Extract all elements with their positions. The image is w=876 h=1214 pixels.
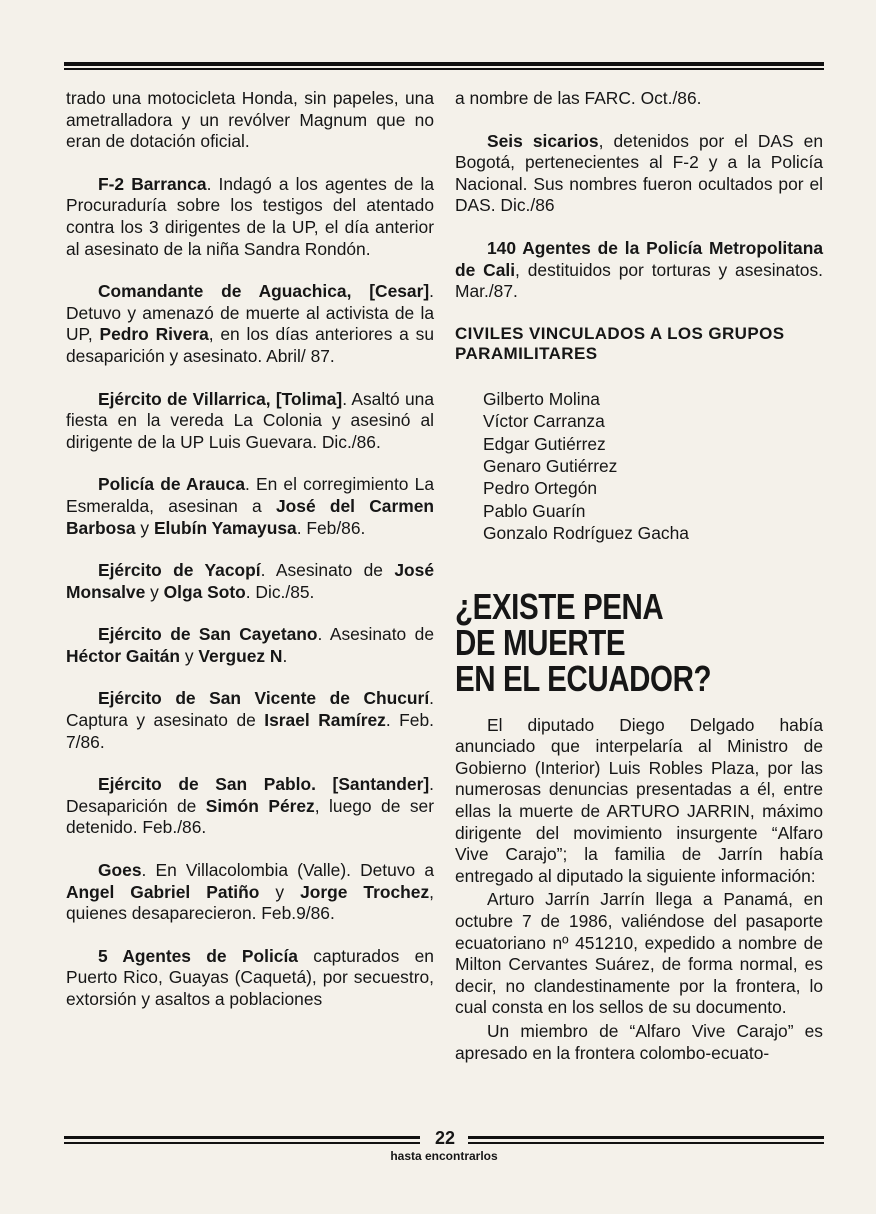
- entry-text: , detenidos por el DAS en Bogotá, pertenecientes al F-2 y a la Policía Nacional. Sus nombres fueron ocultados por el DAS. Dic./86: [455, 130, 823, 216]
- entry-text: , quienes desaparecieron. Feb.9/86.: [66, 881, 434, 924]
- list-item: Edgar Gutiérrez: [483, 433, 606, 454]
- top-rule: [64, 62, 824, 70]
- entry-text: . Dic./85.: [245, 581, 315, 602]
- entry-text: . Captura y asesinato de: [66, 688, 434, 731]
- victim-name: Verguez N: [198, 645, 283, 666]
- entry-san-cayetano: [66, 624, 434, 667]
- entry-heading: Ejército de San Vicente de Chucurí: [98, 688, 430, 709]
- entry-yacopi: [66, 560, 434, 603]
- entry-text: y: [145, 581, 164, 602]
- victim-name: Jorge Trochez: [300, 881, 430, 902]
- victim-name: José del Carmen Barbosa: [66, 495, 434, 538]
- paragraph-text: a nombre de las FARC. Oct./86.: [455, 88, 702, 108]
- article-paragraph: [455, 889, 823, 1019]
- entry-heading: 140 Agentes de la Policía Metropolitana de Cali: [455, 237, 823, 280]
- list-item: Genaro Gutiérrez: [483, 455, 618, 476]
- entry-text: . Asesinato de: [260, 560, 395, 581]
- entry-heading: 5 Agentes de Policía: [98, 945, 298, 966]
- entry-heading: Comandante de Aguachica, [Cesar]: [98, 281, 430, 302]
- entry-san-pablo: [66, 774, 434, 839]
- entry-text: , destituidos por torturas y asesinatos. Mar./87.: [455, 259, 824, 302]
- entry-heading: Ejército de San Pablo. [Santander]: [98, 774, 430, 795]
- entry-heading: Seis sicarios: [487, 130, 599, 151]
- paragraph-continued: [455, 88, 823, 110]
- victim-name: José Monsalve: [66, 560, 434, 602]
- entry-text: . Asaltó una fiesta en la vereda La Colonia y asesinó al dirigente de la UP Luis Guevara. Dic./86.: [66, 388, 434, 452]
- entry-arauca: [66, 474, 434, 539]
- entry-text: . Indagó a los agentes de la Procuraduría sobre los testigos del atentado contra los 3 dirigentes de la UP, el día anterior al asesinato de la niña Sandra Rondón.: [66, 173, 434, 259]
- entry-agentes-policia: [66, 946, 434, 1011]
- victim-name: Héctor Gaitán: [66, 645, 181, 666]
- list-item: Pedro Ortegón: [483, 478, 598, 499]
- entry-text: . En el corregimiento La Esmeralda, asesinan a: [66, 474, 434, 516]
- entry-heading: F-2 Barranca: [98, 173, 207, 194]
- entry-policia-cali: [455, 238, 823, 303]
- entry-text: . Asesinato de: [317, 624, 434, 645]
- article-paragraph: [455, 1021, 823, 1064]
- entry-text: . En Villacolombia (Valle). Detuvo a: [141, 860, 434, 881]
- paragraph-continued: [66, 88, 434, 153]
- entry-goes: [66, 860, 434, 925]
- headline-line: EN EL ECUADOR?: [455, 657, 712, 699]
- victim-name: Israel Ramírez: [264, 710, 386, 731]
- entry-text: y: [135, 517, 154, 538]
- list-item: Pablo Guarín: [483, 500, 586, 521]
- footer-rules: [64, 1128, 824, 1149]
- entry-text: . Desaparición de: [66, 774, 434, 816]
- entry-text: y: [180, 645, 199, 666]
- section-title: CIVILES VINCULADOS A LOS GRUPOS PARAMILITARES: [455, 323, 785, 363]
- entry-text: . Feb/86.: [296, 517, 366, 538]
- entry-text: .: [282, 645, 288, 666]
- list-item: Gonzalo Rodríguez Gacha: [483, 523, 689, 544]
- entry-heading: Ejército de Yacopí: [98, 560, 261, 581]
- article-paragraph: [455, 715, 823, 888]
- headline-line: DE MUERTE: [455, 621, 626, 663]
- entry-san-vicente: [66, 688, 434, 753]
- victim-name: Angel Gabriel Patiño: [66, 881, 260, 902]
- entry-f2-barranca: [66, 174, 434, 260]
- article-headline: [455, 585, 757, 699]
- entry-text: , en los días anteriores a su desaparición y asesinato. Abril/ 87.: [66, 324, 434, 366]
- victim-name: Pedro Rivera: [99, 324, 209, 345]
- paragraph-text: Un miembro de “Alfaro Vive Carajo” es apresado en la frontera colombo-ecuato-: [455, 1020, 823, 1063]
- list-item: Víctor Carranza: [483, 411, 605, 432]
- victim-name: Elubín Yamayusa: [153, 517, 297, 538]
- paragraph-text: El diputado Diego Delgado había anunciado que interpelaría al Ministro de Gobierno (Interior) Luis Robles Plaza, por las numerosas denuncias presentadas a él, entre ellas la muerte de ARTURO JARRIN, máximo dirigente del movimiento insurgente “Alfaro Vive Carajo”; la familia de Jarrín había entregado al diputado la siguiente información:: [455, 714, 823, 886]
- entry-heading: Policía de Arauca: [98, 474, 245, 495]
- footer-rule-right: [468, 1136, 824, 1144]
- list-item: Gilberto Molina: [483, 388, 600, 409]
- entry-sicarios: [455, 131, 823, 217]
- paragraph-text: trado una motocicleta Honda, sin papeles, una ametralladora y un revólver Magnum que no eran de dotación oficial.: [66, 88, 434, 152]
- entry-text: capturados en Puerto Rico, Guayas (Caquetá), por secuestro, extorsión y asaltos a poblaciones: [66, 945, 434, 1009]
- entry-heading: Ejército de San Cayetano: [98, 624, 318, 645]
- left-column: [66, 88, 434, 1032]
- entry-heading: Ejército de Villarrica, [Tolima]: [98, 388, 343, 409]
- entry-text: . Feb. 7/86.: [66, 710, 434, 752]
- entry-text: y: [259, 881, 301, 902]
- publication-name: hasta encontrarlos: [390, 1149, 498, 1163]
- paragraph-text: Arturo Jarrín Jarrín llega a Panamá, en octubre 7 de 1986, valiéndose del pasaporte ecuatoriano nº 451210, expedido a nombre de Milton Cervantes Suárez, de forma normal, es decir, no clandestinamente por la frontera, lo cual consta en los sellos de su documento.: [455, 889, 823, 1018]
- victim-name: Olga Soto: [163, 581, 246, 602]
- entry-text: . Detuvo y amenazó de muerte al activista de la UP,: [66, 281, 434, 345]
- paramilitary-civilians-list: [483, 388, 823, 545]
- entry-heading: Goes: [98, 860, 142, 881]
- headline-line: ¿EXISTE PENA: [455, 585, 664, 627]
- entry-aguachica: [66, 281, 434, 367]
- entry-text: , luego de ser detenido. Feb./86.: [66, 795, 434, 838]
- entry-villarrica: [66, 389, 434, 454]
- page-footer: [64, 1128, 824, 1163]
- footer-rule-left: [64, 1136, 420, 1144]
- victim-name: Simón Pérez: [205, 795, 315, 816]
- right-column: [455, 88, 823, 1066]
- page-number: 22: [434, 1128, 456, 1148]
